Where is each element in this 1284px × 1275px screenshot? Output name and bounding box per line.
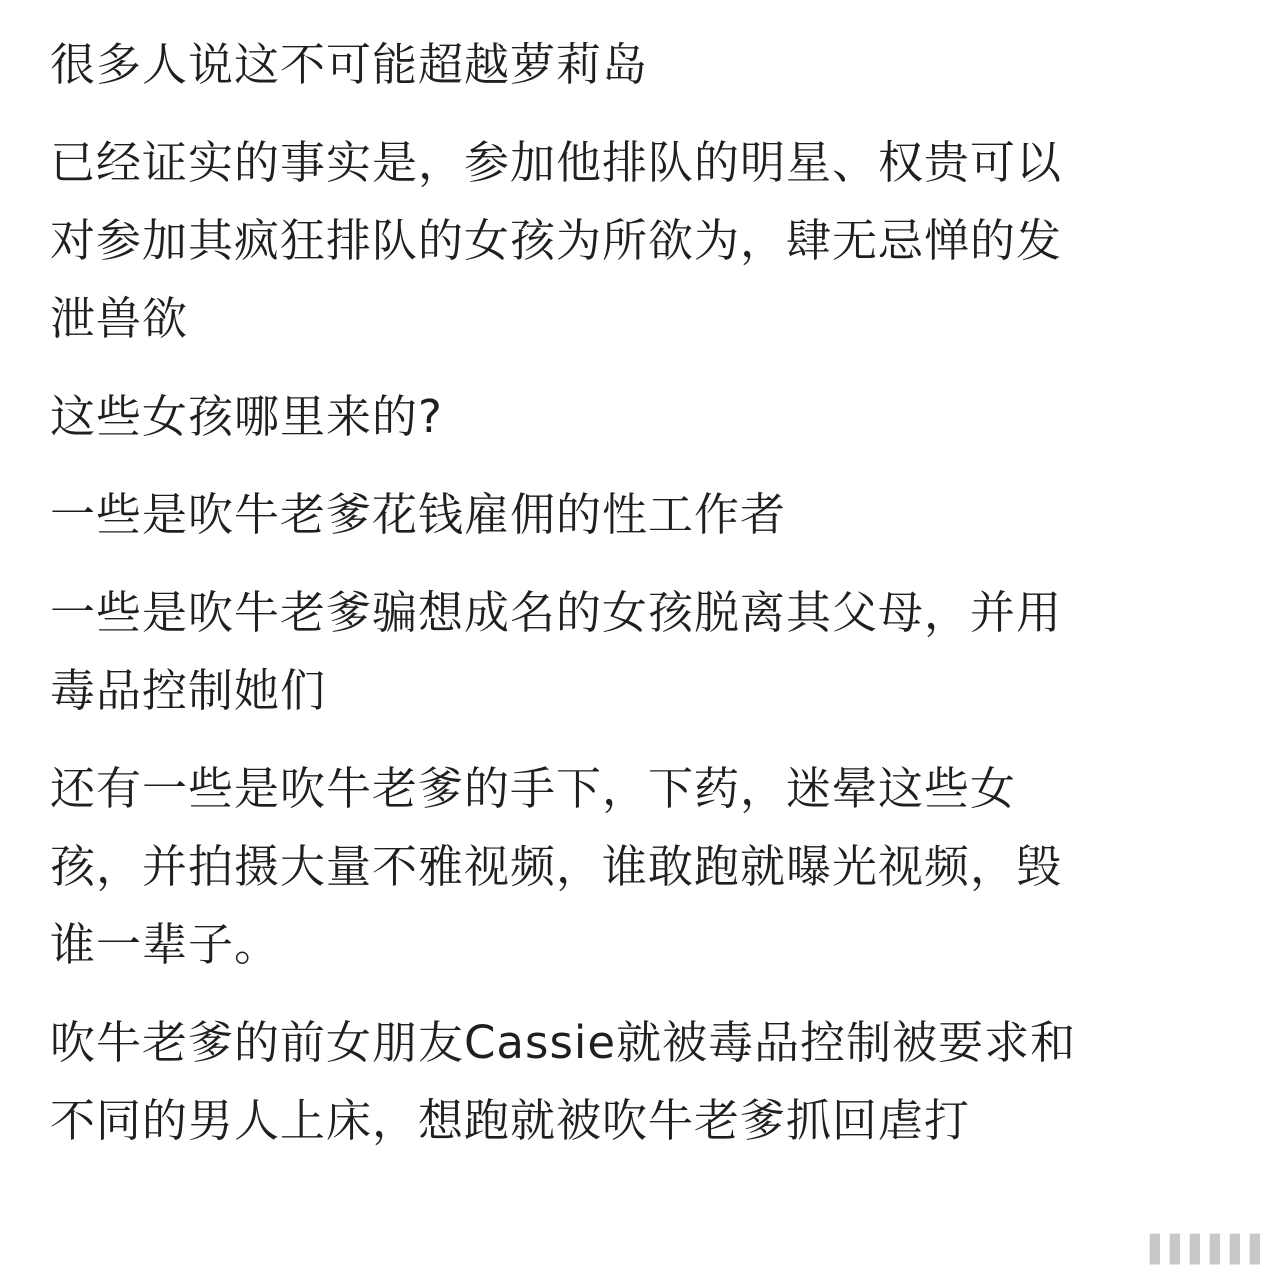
paragraph-5 xyxy=(50,574,1210,730)
watermark: ▌▌▌▌▌▌ xyxy=(1150,1235,1270,1265)
paragraph-1 xyxy=(50,26,1210,104)
paragraph-line: 泄兽欲 xyxy=(50,292,189,345)
paragraph-3 xyxy=(50,378,1210,456)
paragraph-line: 这些女孩哪里来的? xyxy=(50,390,443,443)
paragraph-7 xyxy=(50,1004,1210,1160)
paragraph-line: 一些是吹牛老爹花钱雇佣的性工作者 xyxy=(50,488,787,541)
paragraph-line: 一些是吹牛老爹骗想成名的女孩脱离其父母，并用 xyxy=(50,586,1063,639)
paragraph-line: 谁一辈子。 xyxy=(50,918,281,971)
paragraph-line: 还有一些是吹牛老爹的手下，下药，迷晕这些女 xyxy=(50,762,1017,815)
paragraph-line: 不同的男人上床，想跑就被吹牛老爹抓回虐打 xyxy=(50,1094,971,1147)
paragraph-line: 对参加其疯狂排队的女孩为所欲为，肆无忌惮的发 xyxy=(50,214,1063,267)
paragraph-2 xyxy=(50,124,1210,358)
paragraph-line: 孩，并拍摄大量不雅视频，谁敢跑就曝光视频，毁 xyxy=(50,840,1063,893)
paragraph-line: 已经证实的事实是，参加他排队的明星、权贵可以 xyxy=(50,136,1063,189)
paragraph-line: 很多人说这不可能超越萝莉岛 xyxy=(50,38,649,91)
paragraph-line: 毒品控制她们 xyxy=(50,664,327,717)
paragraph-4 xyxy=(50,476,1210,554)
article-body xyxy=(50,26,1210,1180)
paragraph-line: 吹牛老爹的前女朋友Cassie就被毒品控制被要求和 xyxy=(50,1016,1077,1069)
paragraph-6 xyxy=(50,750,1210,984)
